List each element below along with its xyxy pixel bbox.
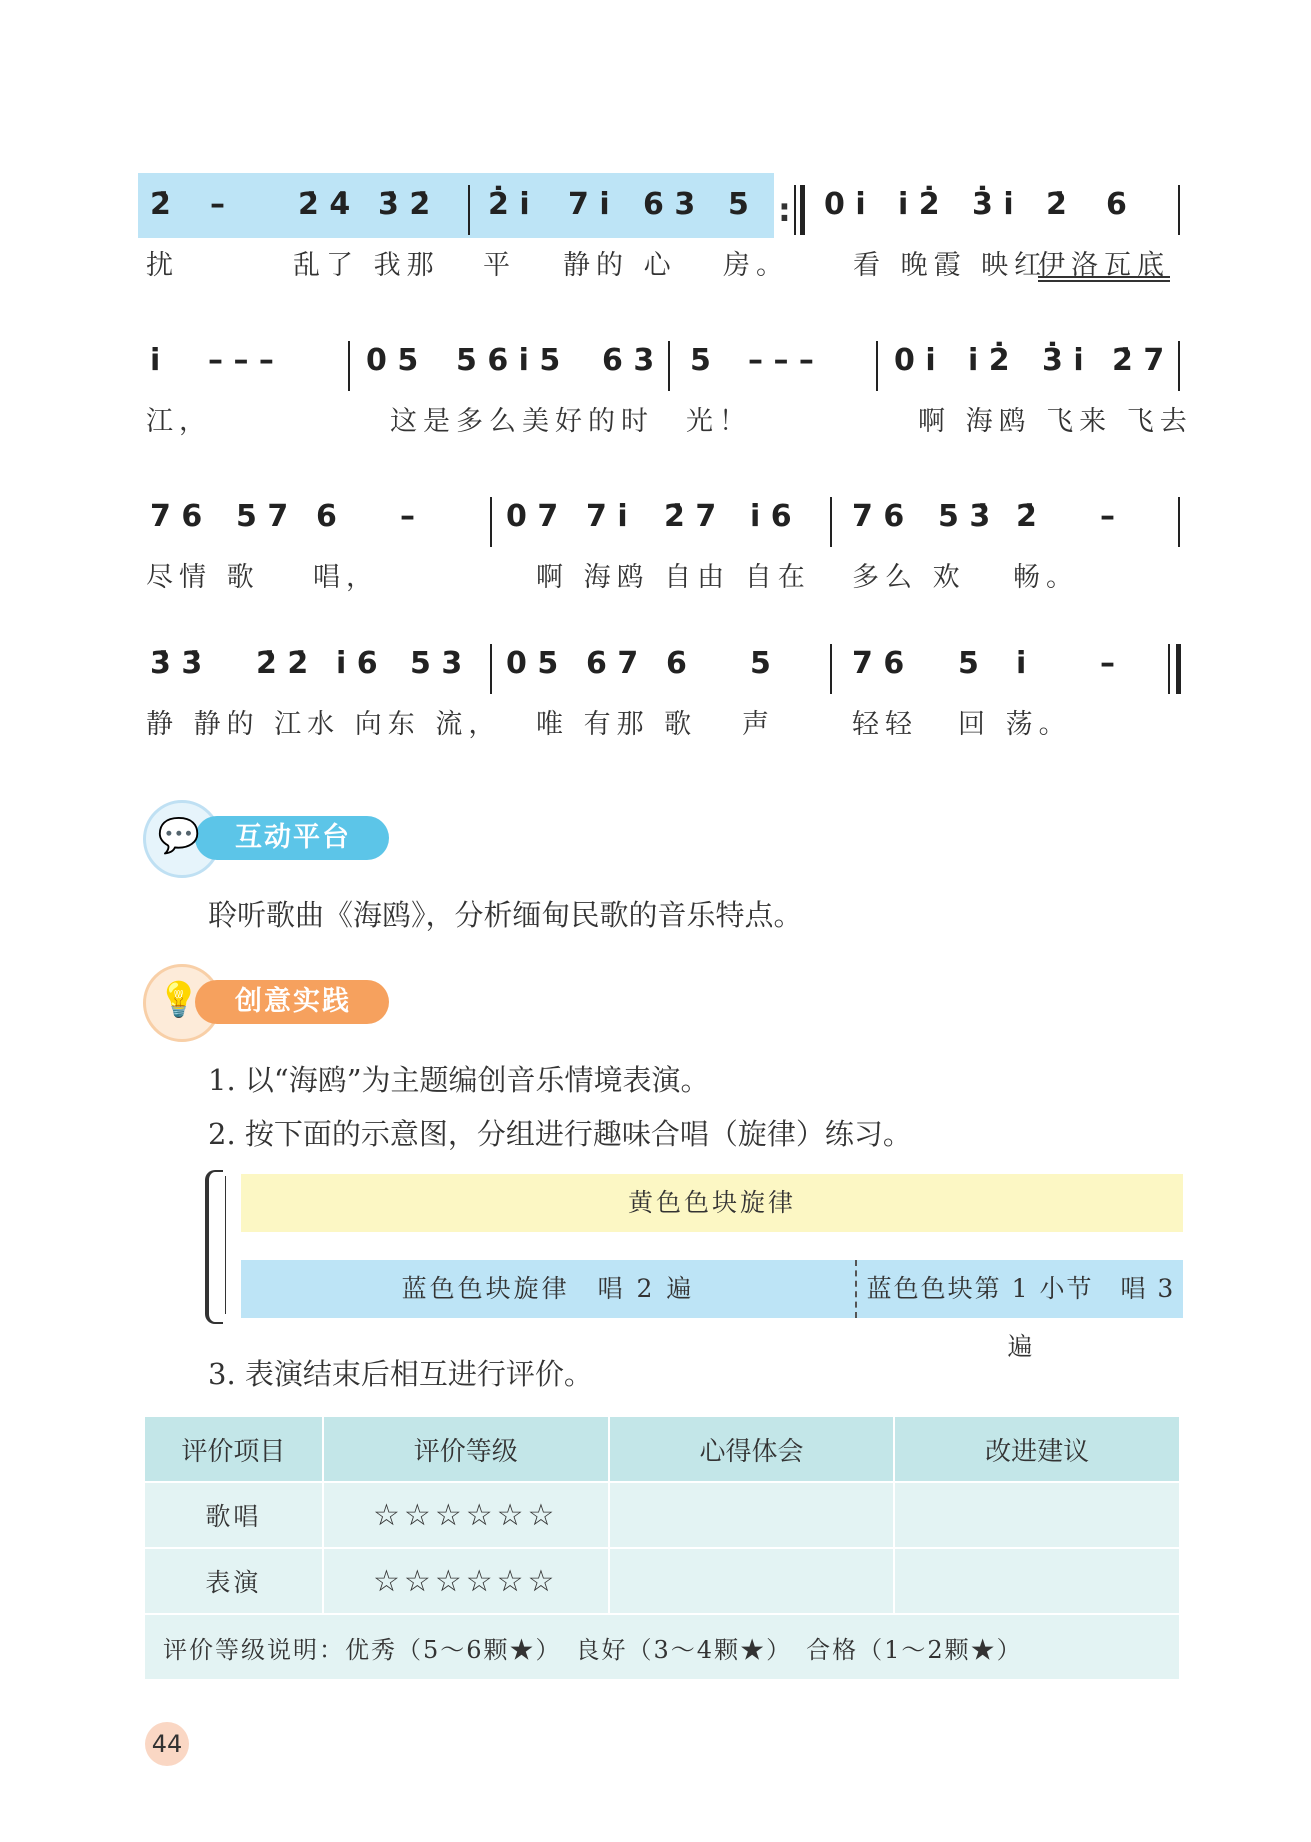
lyric: 看 晚霞 映红	[853, 250, 1048, 281]
note: 3̇ 3̇	[150, 646, 203, 681]
lyric: 声	[742, 709, 775, 740]
notes-cell[interactable]	[609, 1482, 895, 1548]
note: i	[150, 343, 161, 378]
lyric: 回 荡。	[958, 709, 1072, 740]
note: 7 i	[568, 187, 610, 222]
notes-row	[138, 485, 1190, 555]
barline	[1168, 644, 1170, 694]
lyric: 轻轻	[852, 709, 918, 740]
blue-block-melody: 蓝色色块旋律 唱 2 遍	[401, 1274, 695, 1303]
note: 6	[1106, 187, 1127, 222]
note: –	[1100, 646, 1115, 681]
note: 0 i	[894, 343, 936, 378]
lyric: 房。	[723, 250, 789, 281]
lyric: 平	[483, 250, 516, 281]
lyric: 啊 海鸥 自由 自在	[536, 562, 811, 593]
note: 0 7	[506, 499, 559, 534]
rating-legend: 评价等级说明：优秀（5～6颗★） 良好（3～4颗★） 合格（1～2颗★）	[145, 1614, 1180, 1680]
lyric: 静 静的 江水 向东 流，	[146, 709, 502, 740]
note: i	[1016, 646, 1027, 681]
barline	[830, 644, 832, 694]
note: i 2̇	[968, 343, 1010, 378]
barline	[348, 341, 350, 391]
notes-row	[138, 329, 1190, 399]
note: 5	[728, 187, 749, 222]
barline	[1178, 341, 1180, 391]
note: 5	[750, 646, 771, 681]
note: 7 6	[852, 646, 905, 681]
brace-line	[225, 1176, 226, 1314]
note: –	[210, 187, 225, 222]
lyric: 乱了 我那	[293, 250, 440, 281]
note: 7 6	[852, 499, 905, 534]
note: 7 6	[150, 499, 203, 534]
note: 5	[958, 646, 979, 681]
section-title: 创意实践	[195, 980, 389, 1024]
barline	[468, 185, 470, 235]
creative-item-2: 2. 按下面的示意图，分组进行趣味合唱（旋律）练习。	[208, 1117, 912, 1151]
barline	[1176, 644, 1181, 694]
lyric: 啊 海鸥 飞来 飞去	[918, 406, 1193, 437]
barline	[490, 497, 492, 547]
note: 6 3	[602, 343, 655, 378]
advice-cell[interactable]	[894, 1548, 1180, 1614]
note: 6	[316, 499, 337, 534]
note: 5 3	[410, 646, 463, 681]
lyrics-row	[138, 243, 1190, 283]
advice-cell[interactable]	[894, 1482, 1180, 1548]
star-rating[interactable]: ☆☆☆☆☆☆	[323, 1482, 609, 1548]
table-header-row	[145, 1417, 1180, 1482]
lightbulb-icon: 💡	[157, 980, 201, 1020]
chat-bubbles-icon: 💬	[157, 816, 201, 856]
interactive-platform-tag	[143, 800, 393, 876]
barline	[794, 185, 796, 235]
chorus-diagram	[205, 1170, 1190, 1361]
column-header: 心得体会	[609, 1417, 895, 1482]
creative-practice-tag	[143, 964, 393, 1040]
blue-block	[241, 1260, 1183, 1361]
barline	[1178, 497, 1180, 547]
note: 6 7	[586, 646, 639, 681]
barline	[800, 185, 805, 235]
barline	[490, 644, 492, 694]
note: i 6	[750, 499, 792, 534]
note: –	[1100, 499, 1115, 534]
barline	[830, 497, 832, 547]
lyrics-row	[138, 702, 1190, 742]
note: 6 3	[643, 187, 696, 222]
note: 2̇ 7	[664, 499, 717, 534]
column-header: 评价项目	[145, 1417, 323, 1482]
note: 6	[666, 646, 687, 681]
lyric: 伊洛瓦底	[1038, 250, 1170, 281]
table-legend-row	[145, 1614, 1180, 1680]
repeat-sign: :	[778, 191, 791, 229]
note: 2̇	[1016, 499, 1037, 534]
note: –	[400, 499, 415, 534]
notes-cell[interactable]	[609, 1548, 895, 1614]
note: 5 7	[236, 499, 289, 534]
star-rating[interactable]: ☆☆☆☆☆☆	[323, 1548, 609, 1614]
notes-row	[138, 173, 1190, 243]
lyric: 尽情 歌	[146, 562, 260, 593]
column-header: 评价等级	[323, 1417, 609, 1482]
lyric: 江，	[146, 406, 212, 437]
note: 7 i	[586, 499, 628, 534]
note: – – –	[208, 343, 274, 378]
creative-item-1: 1. 以“海鸥”为主题编创音乐情境表演。	[208, 1063, 710, 1097]
lyric: 静的 心	[563, 250, 677, 281]
note: i 2̇	[898, 187, 940, 222]
table-row	[145, 1482, 1180, 1548]
note: 3̇ i	[1042, 343, 1084, 378]
note: 2̇ 4̇	[298, 187, 351, 222]
lyrics-row	[138, 399, 1193, 439]
note: 2̇ 7	[1112, 343, 1165, 378]
blue-block-first-measure: 蓝色色块第 1 小节 唱 3 遍	[855, 1260, 1185, 1318]
yellow-block: 黄色色块旋律	[241, 1174, 1183, 1232]
eval-item: 表演	[145, 1548, 323, 1614]
interactive-text: 聆听歌曲《海鸥》，分析缅甸民歌的音乐特点。	[208, 898, 803, 932]
note: 2̇ i	[488, 187, 530, 222]
lyric: 扰	[146, 250, 179, 281]
note: 2̇	[150, 187, 171, 222]
lyric: 唱，	[313, 562, 379, 593]
page-number: 44	[145, 1722, 189, 1766]
note: i 6	[336, 646, 378, 681]
note: 5 6 i 5	[456, 343, 561, 378]
note: 3̇ i	[972, 187, 1014, 222]
column-header: 改进建议	[894, 1417, 1180, 1482]
note: 5 3̇	[938, 499, 991, 534]
section-title: 互动平台	[195, 816, 389, 860]
notes-row	[138, 632, 1190, 702]
barline	[1178, 185, 1180, 235]
barline	[668, 341, 670, 391]
note: 0 5	[506, 646, 559, 681]
eval-item: 歌唱	[145, 1482, 323, 1548]
lyric: 唯 有那 歌	[536, 709, 698, 740]
creative-item-3: 3. 表演结束后相互进行评价。	[208, 1357, 593, 1391]
note: 3̇ 2̇	[378, 187, 431, 222]
lyrics-row	[138, 555, 1190, 595]
table-row	[145, 1548, 1180, 1614]
note: 0 5	[366, 343, 419, 378]
evaluation-table	[145, 1417, 1181, 1681]
lyric: 这是多么美好的时	[390, 406, 654, 437]
lyric: 光！	[686, 406, 752, 437]
lyric: 多么 欢	[852, 562, 966, 593]
note: 0 i	[824, 187, 866, 222]
note: 2̇	[1046, 187, 1067, 222]
lyric: 畅。	[1013, 562, 1079, 593]
note: – – –	[748, 343, 814, 378]
barline	[876, 341, 878, 391]
brace	[205, 1170, 223, 1324]
note: 5	[690, 343, 711, 378]
note: 2̇ 2̇	[256, 646, 309, 681]
